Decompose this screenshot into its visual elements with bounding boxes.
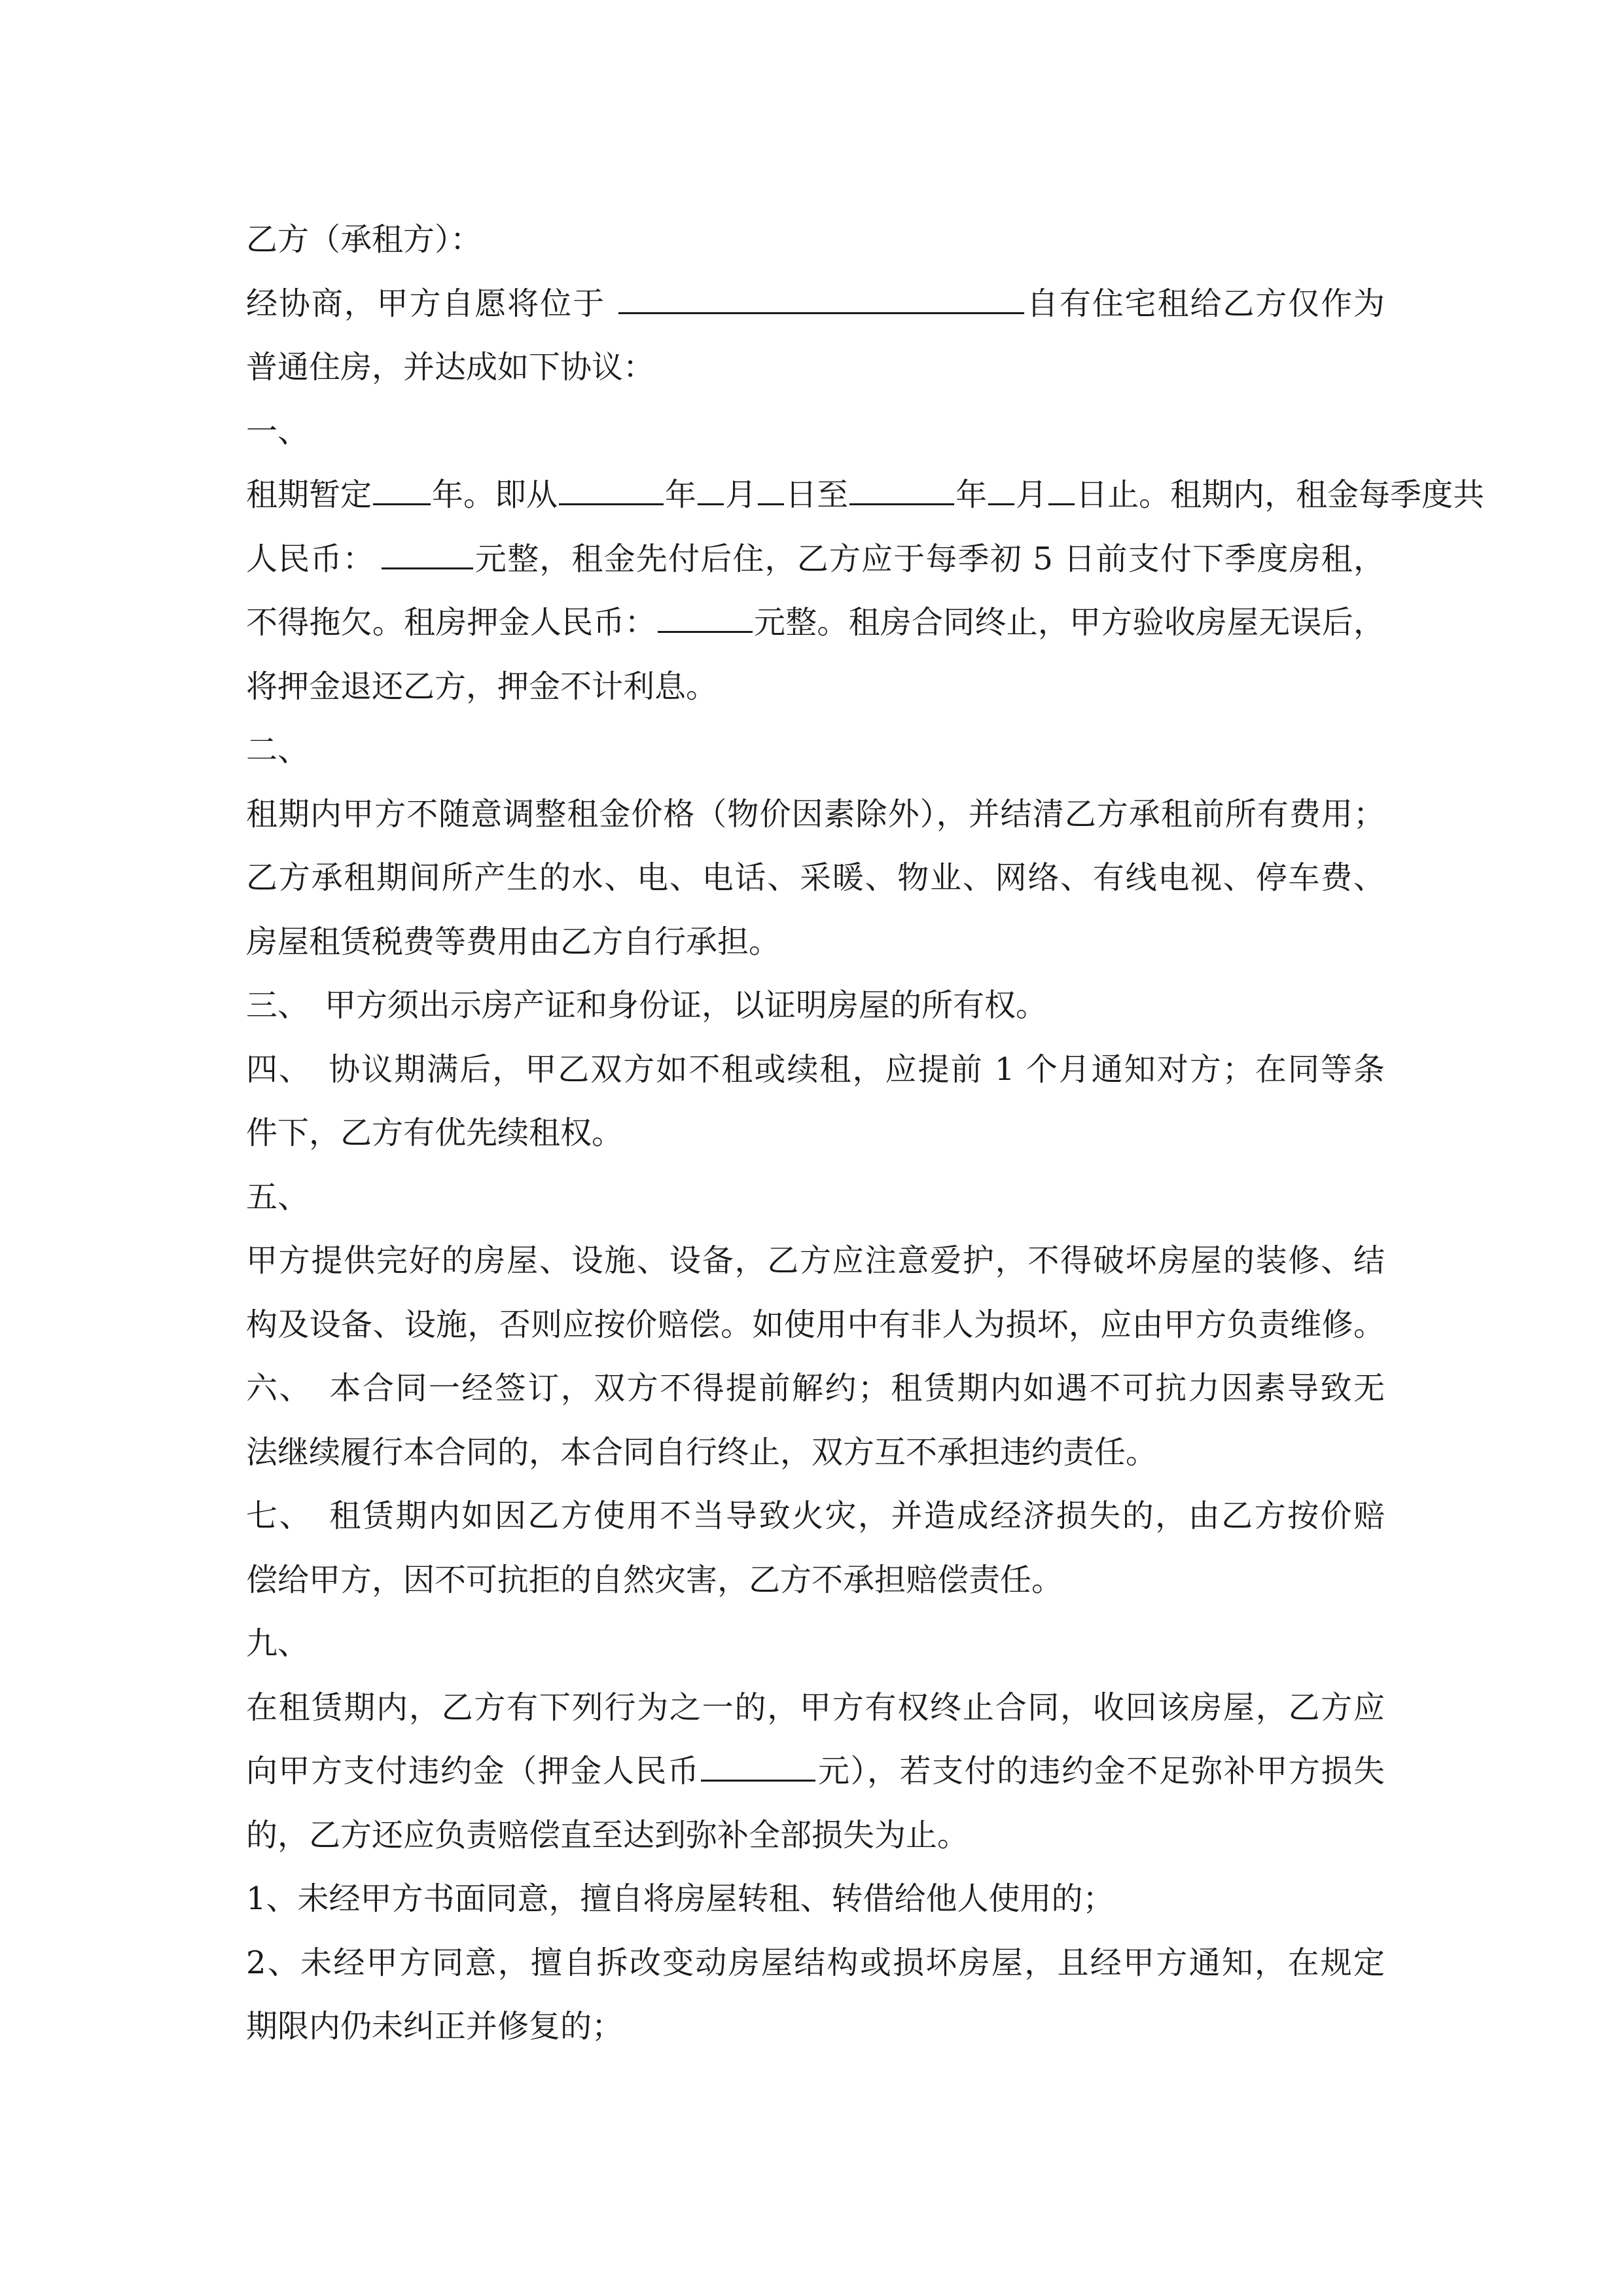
clause-4 xyxy=(246,1038,1385,1102)
line-text: 普通住房，并达成如下协议： xyxy=(246,349,655,386)
line-text: 将押金退还乙方，押金不计利息。 xyxy=(246,668,718,705)
section-heading-5 xyxy=(246,1166,1385,1230)
line-text: 月 xyxy=(1016,476,1048,513)
line-text: 向甲方支付违约金（押金人民币 xyxy=(246,1753,700,1789)
line-text: 月 xyxy=(725,476,757,513)
deposit-amount-blank[interactable] xyxy=(658,601,753,633)
line-text: 日止。租期内，租金每季度共 xyxy=(1076,476,1485,513)
rent-amount-line xyxy=(246,528,1385,592)
line-text: 年 xyxy=(955,476,988,513)
rent-amount-blank[interactable] xyxy=(382,537,473,569)
end-year-blank[interactable] xyxy=(849,473,954,505)
paragraph-line xyxy=(246,1995,1385,2059)
line-text: 三、 甲方须出示房产证和身份证，以证明房屋的所有权。 xyxy=(246,987,1048,1024)
line-text: 年。即从 xyxy=(432,476,558,513)
line-text: 日至 xyxy=(785,476,849,513)
line-text: 甲方提供完好的房屋、设施、设备，乙方应注意爱护，不得破坏房屋的装修、结 xyxy=(246,1242,1385,1279)
paragraph-line xyxy=(246,783,1385,847)
line-text: 人民币： xyxy=(246,540,375,577)
section-heading-2 xyxy=(246,719,1385,783)
paragraph-line xyxy=(246,1549,1385,1613)
paragraph-line xyxy=(246,655,1385,719)
line-text: 的，乙方还应负责赔偿直至达到弥补全部损失为止。 xyxy=(246,1816,969,1854)
paragraph-line xyxy=(246,336,1385,400)
address-blank[interactable] xyxy=(618,282,1024,314)
line-text: 2、未经甲方同意，擅自拆改变动房屋结构或损坏房屋，且经甲方通知，在规定 xyxy=(246,1944,1385,1981)
end-day-blank[interactable] xyxy=(1048,473,1075,505)
list-item-2 xyxy=(246,1931,1385,1996)
deposit-line xyxy=(246,591,1385,655)
line-text: 年 xyxy=(665,476,697,513)
clause-7 xyxy=(246,1484,1385,1549)
line-text: 期限内仍未纠正并修复的； xyxy=(246,2008,624,2045)
premises-clause xyxy=(246,272,1385,336)
line-text: 件下，乙方有优先续租权。 xyxy=(246,1115,624,1151)
lease-term-line xyxy=(246,463,1485,528)
paragraph-line xyxy=(246,1676,1385,1740)
section-number: 五、 xyxy=(246,1178,310,1215)
line-text: 乙方承租期间所产生的水、电、电话、采暖、物业、网络、有线电视、停车费、 xyxy=(246,859,1385,896)
paragraph-line xyxy=(246,846,1385,910)
section-number: 二、 xyxy=(246,732,310,768)
section-number: 一、 xyxy=(246,412,310,450)
line-text: 自有住宅租给乙方仅作为 xyxy=(1026,285,1385,322)
party-b-label xyxy=(246,208,1385,272)
term-years-blank[interactable] xyxy=(373,473,431,505)
line-text: 元），若支付的违约金不足弥补甲方损失 xyxy=(817,1753,1385,1789)
contract-body xyxy=(246,208,1485,2059)
line-text: 构及设备、设施，否则应按价赔偿。如使用中有非人为损坏，应由甲方负责维修。 xyxy=(246,1306,1385,1343)
start-day-blank[interactable] xyxy=(758,473,784,505)
clause-6 xyxy=(246,1357,1385,1421)
section-heading-1 xyxy=(246,400,1385,464)
line-text: 租期暂定 xyxy=(246,476,372,513)
paragraph-line xyxy=(246,1102,1385,1166)
paragraph-line xyxy=(246,1804,1385,1868)
section-heading-9 xyxy=(246,1612,1385,1676)
line-text: 经协商，甲方自愿将位于 xyxy=(246,285,605,322)
line-text: 偿给甲方，因不可抗拒的自然灾害，乙方不承担赔偿责任。 xyxy=(246,1561,1063,1598)
end-month-blank[interactable] xyxy=(988,473,1014,505)
paragraph-line xyxy=(246,910,1385,975)
line-text: 七、 租赁期内如因乙方使用不当导致火灾，并造成经济损失的，由乙方按价赔 xyxy=(246,1498,1385,1534)
clause-3 xyxy=(246,974,1385,1038)
list-item-1 xyxy=(246,1867,1385,1931)
line-text: 六、 本合同一经签订，双方不得提前解约；租赁期内如遇不可抗力因素导致无 xyxy=(246,1370,1385,1407)
start-year-blank[interactable] xyxy=(559,473,664,505)
line-text: 四、 协议期满后，甲乙双方如不租或续租，应提前 1 个月通知对方；在同等条 xyxy=(246,1050,1385,1088)
paragraph-line xyxy=(246,1293,1385,1357)
paragraph-line xyxy=(246,1421,1385,1485)
line-text: 元整，租金先付后住，乙方应于每季初 5 日前支付下季度房租， xyxy=(474,540,1385,577)
penalty-amount-blank[interactable] xyxy=(701,1749,815,1782)
section-number: 九、 xyxy=(246,1625,310,1662)
line-text: 元整。租房合同终止，甲方验收房屋无误后， xyxy=(753,604,1385,641)
line-text: 1、未经甲方书面同意，擅自将房屋转租、转借给他人使用的； xyxy=(246,1880,1115,1917)
line-text: 房屋租赁税费等费用由乙方自行承担。 xyxy=(246,923,781,960)
penalty-line xyxy=(246,1740,1385,1804)
line-text: 乙方（承租方）： xyxy=(246,221,482,258)
line-text: 不得拖欠。租房押金人民币： xyxy=(246,604,656,641)
line-text: 租期内甲方不随意调整租金价格（物价因素除外），并结清乙方承租前所有费用； xyxy=(246,795,1385,833)
line-text: 在租赁期内，乙方有下列行为之一的，甲方有权终止合同，收回该房屋，乙方应 xyxy=(246,1689,1385,1726)
paragraph-line xyxy=(246,1229,1385,1293)
line-text: 法继续履行本合同的，本合同自行终止，双方互不承担违约责任。 xyxy=(246,1433,1158,1471)
start-month-blank[interactable] xyxy=(698,473,724,505)
